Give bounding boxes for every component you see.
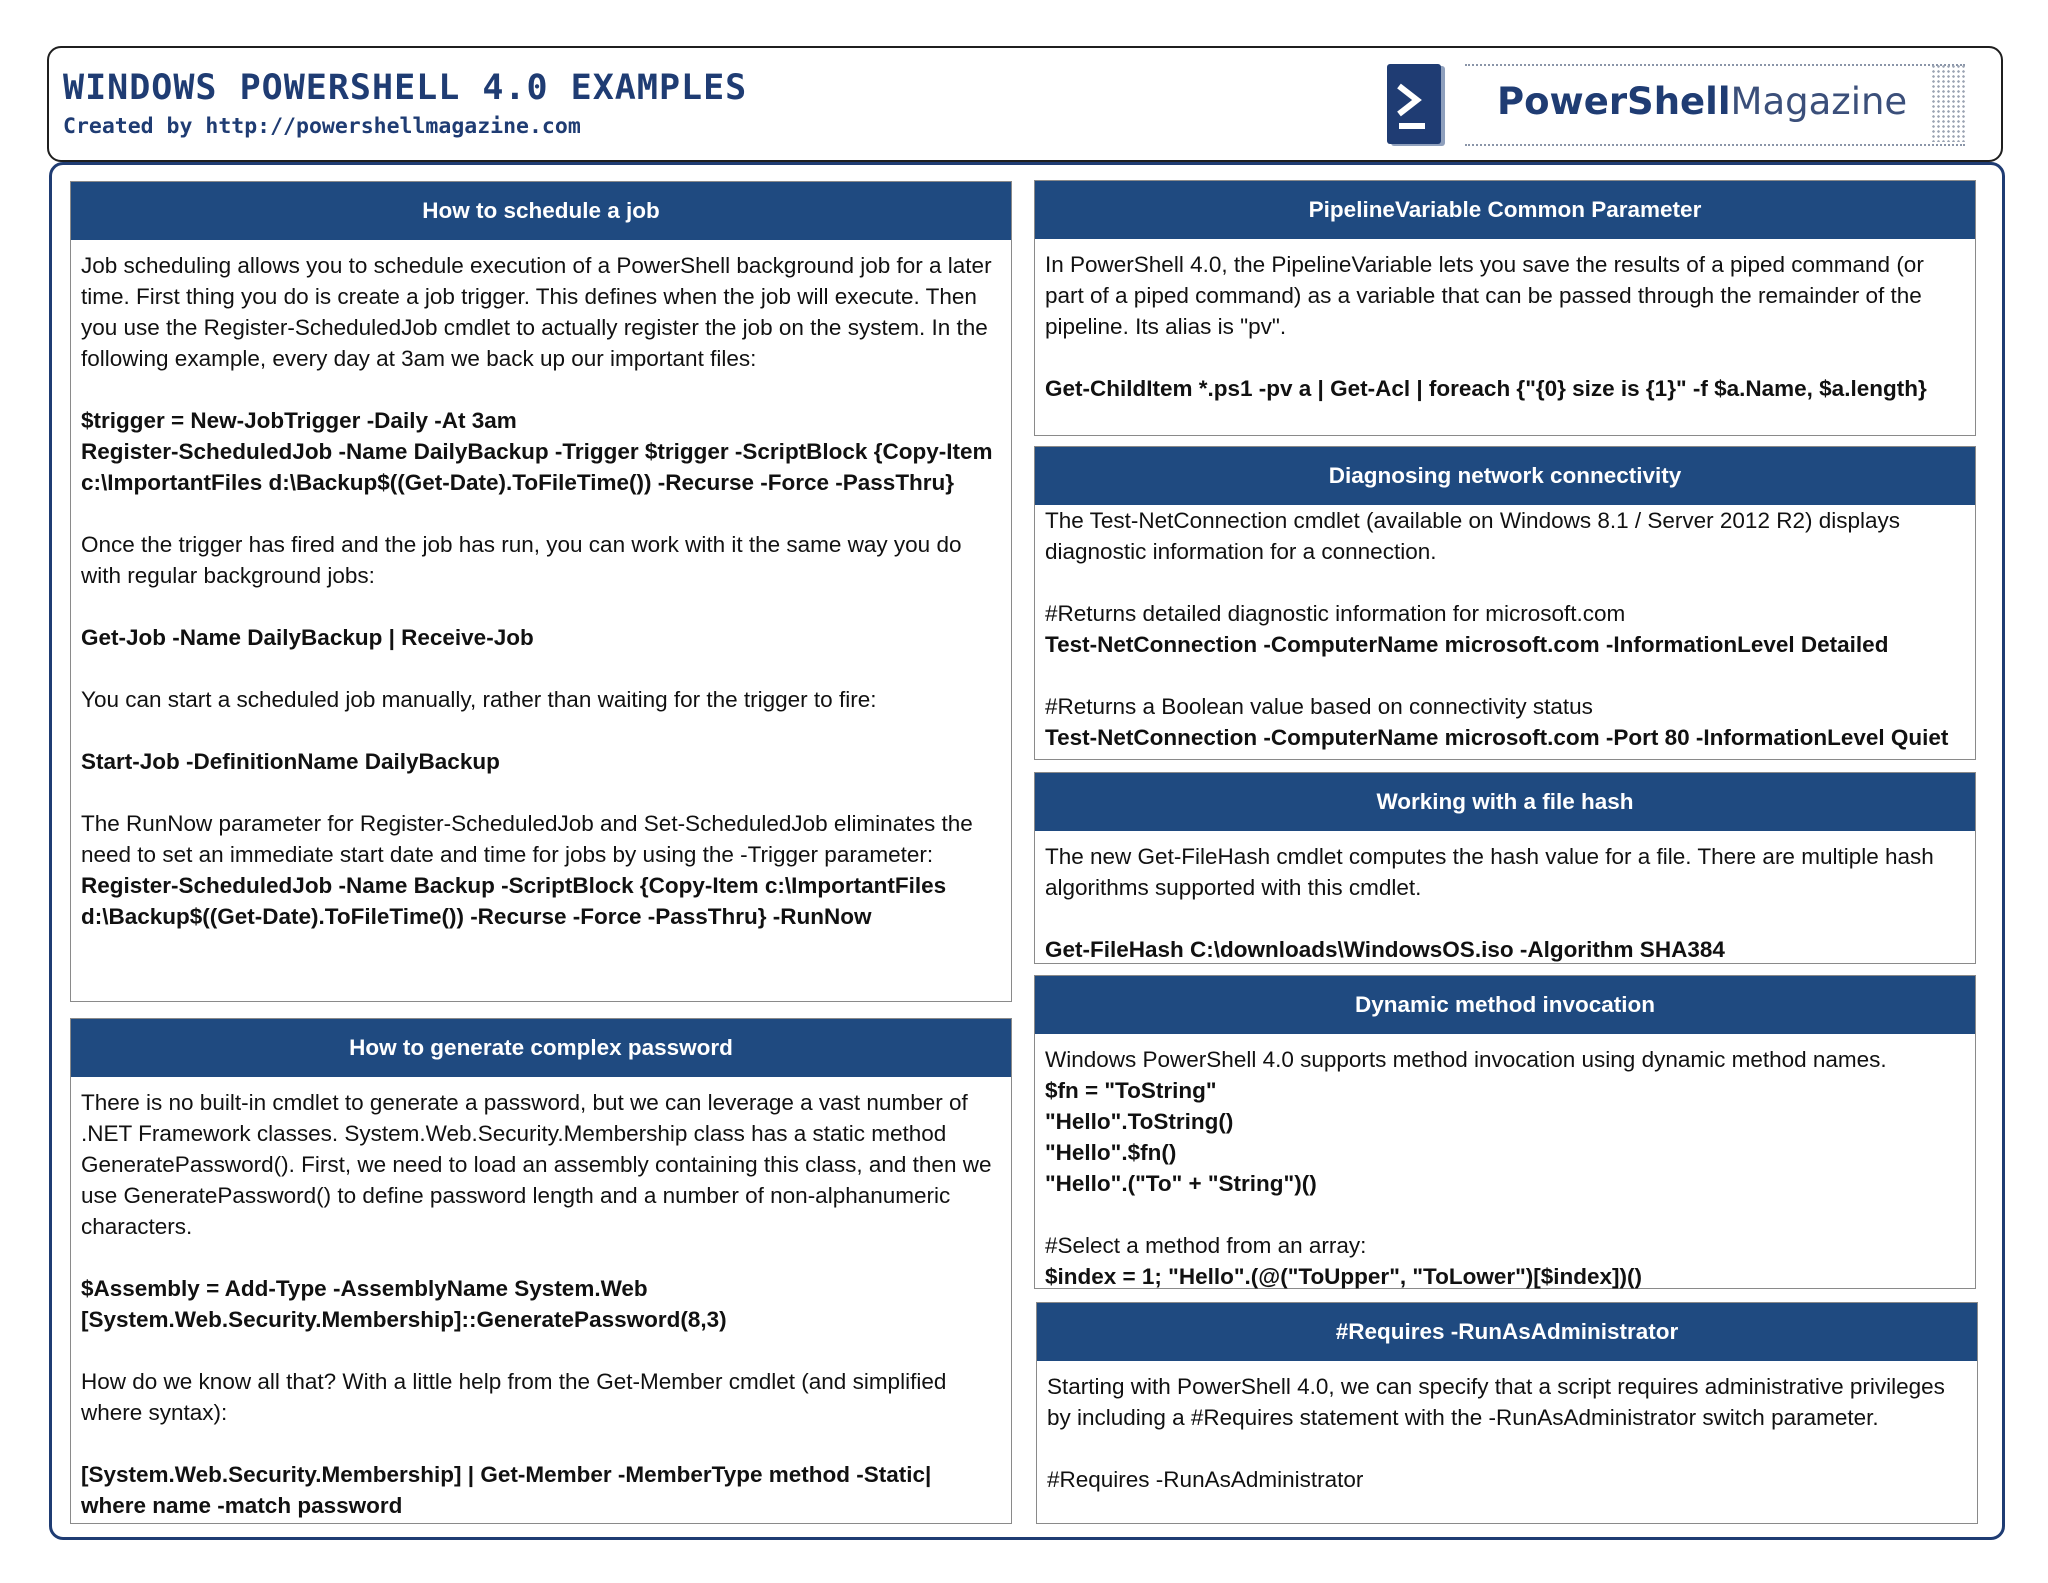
code-line: $trigger = New-JobTrigger -Daily -At 3am xyxy=(81,408,517,433)
panel-title: Working with a file hash xyxy=(1035,773,1975,831)
code-line: #Requires -RunAsAdministrator xyxy=(1047,1467,1364,1492)
panel-title: How to schedule a job xyxy=(71,182,1011,240)
code-line: $fn = "ToString" xyxy=(1045,1078,1217,1103)
powershell-magazine-logo xyxy=(1385,58,1969,152)
page-subtitle: Created by http://powershellmagazine.com xyxy=(63,114,581,139)
code-line: Test-NetConnection -ComputerName microsoft.com -Port 80 -InformationLevel Quiet xyxy=(1045,725,1949,750)
panel-schedule-job xyxy=(70,181,1012,1002)
powershell-prompt-icon xyxy=(1385,64,1449,150)
code-line: $Assembly = Add-Type -AssemblyName System.Web xyxy=(81,1276,648,1301)
panel-body xyxy=(1035,831,1975,965)
logo-dot-grid xyxy=(1931,64,1965,142)
panel-body xyxy=(71,1077,1011,1521)
panel-body xyxy=(1035,505,1975,753)
comment-line: #Returns detailed diagnostic information for microsoft.com xyxy=(1045,601,1626,626)
paragraph: Windows PowerShell 4.0 supports method invocation using dynamic method names. xyxy=(1045,1047,1887,1072)
code-line: "Hello".("To" + "String")() xyxy=(1045,1171,1317,1196)
panel-title: Diagnosing network connectivity xyxy=(1035,447,1975,505)
logo-wordmark-part: PowerShell xyxy=(1497,80,1731,123)
panel-title: PipelineVariable Common Parameter xyxy=(1035,181,1975,239)
code-line: [System.Web.Security.Membership]::GeneratePassword(8,3) xyxy=(81,1307,727,1332)
comment-line: #Returns a Boolean value based on connectivity status xyxy=(1045,694,1593,719)
paragraph: There is no built-in cmdlet to generate a password, but we can leverage a vast number of .NET Framework classes. System.Web.Security.Membership class has a static method GeneratePassword(). First, we need to load an assembly containing this class, and then we use GeneratePassword() to define password length and a number of non-alphanumeric characters. xyxy=(81,1090,992,1239)
logo-wordmark xyxy=(1497,80,1907,123)
panel-body xyxy=(1035,1034,1975,1292)
code-line: Register-ScheduledJob -Name DailyBackup -Trigger $trigger -ScriptBlock {Copy-Item c:\ImportantFiles d:\Backup$((Get-Date).ToFileTime()) -Recurse -Force -PassThru} xyxy=(81,439,993,495)
panel-dynamic-method xyxy=(1034,975,1976,1289)
paragraph: Starting with PowerShell 4.0, we can specify that a script requires administrative privileges by including a #Requires statement with the -RunAsAdministrator switch parameter. xyxy=(1047,1374,1945,1430)
panel-requires-admin xyxy=(1036,1302,1978,1524)
code-line: "Hello".$fn() xyxy=(1045,1140,1177,1165)
logo-wordmark-part: Magazine xyxy=(1730,80,1908,123)
code-line: Test-NetConnection -ComputerName microsoft.com -InformationLevel Detailed xyxy=(1045,632,1889,657)
panel-complex-password xyxy=(70,1018,1012,1524)
code-line: $index = 1; "Hello".(@("ToUpper", "ToLower")[$index])() xyxy=(1045,1264,1643,1289)
comment-line: #Select a method from an array: xyxy=(1045,1233,1367,1258)
panel-body xyxy=(1035,239,1975,404)
paragraph: How do we know all that? With a little help from the Get-Member cmdlet (and simplified where syntax): xyxy=(81,1369,947,1425)
page-header xyxy=(47,46,2003,162)
panel-title: Dynamic method invocation xyxy=(1035,976,1975,1034)
panel-pipeline-variable xyxy=(1034,180,1976,436)
panel-body xyxy=(1037,1361,1977,1495)
code-line: "Hello".ToString() xyxy=(1045,1109,1234,1134)
paragraph: Job scheduling allows you to schedule execution of a PowerShell background job for a later time. First thing you do is create a job trigger. This defines when the job will execute. Then you use the Register-ScheduledJob cmdlet to actually register the job on the system. In the following example, every day at 3am we back up our important files: xyxy=(81,253,992,371)
code-line: Register-ScheduledJob -Name Backup -ScriptBlock {Copy-Item c:\ImportantFiles d:\Backup$((Get-Date).ToFileTime()) -Recurse -Force -PassThru} -RunNow xyxy=(81,873,947,929)
panel-body xyxy=(71,240,1011,932)
code-line: Start-Job -DefinitionName DailyBackup xyxy=(81,749,500,774)
page-title: WINDOWS POWERSHELL 4.0 EXAMPLES xyxy=(63,68,748,108)
panel-file-hash xyxy=(1034,772,1976,964)
paragraph: In PowerShell 4.0, the PipelineVariable lets you save the results of a piped command (or part of a piped command) as a variable that can be passed through the remainder of the pipeline. Its alias is "pv". xyxy=(1045,252,1924,339)
paragraph: The new Get-FileHash cmdlet computes the hash value for a file. There are multiple hash algorithms supported with this cmdlet. xyxy=(1045,844,1934,900)
code-line: [System.Web.Security.Membership] | Get-Member -MemberType method -Static| where name -match password xyxy=(81,1462,932,1518)
code-line: Get-FileHash C:\downloads\WindowsOS.iso -Algorithm SHA384 xyxy=(1045,937,1725,962)
paragraph: The RunNow parameter for Register-ScheduledJob and Set-ScheduledJob eliminates the need to set an immediate start date and time for jobs by using the -Trigger parameter: xyxy=(81,811,973,867)
panel-network-connectivity xyxy=(1034,446,1976,760)
code-line: Get-ChildItem *.ps1 -pv a | Get-Acl | foreach {"{0} size is {1}" -f $a.Name, $a.length} xyxy=(1045,376,1927,401)
panel-title: How to generate complex password xyxy=(71,1019,1011,1077)
paragraph: You can start a scheduled job manually, rather than waiting for the trigger to fire: xyxy=(81,687,877,712)
paragraph: Once the trigger has fired and the job has run, you can work with it the same way you do with regular background jobs: xyxy=(81,532,962,588)
code-line: Get-Job -Name DailyBackup | Receive-Job xyxy=(81,625,534,650)
panel-title: #Requires -RunAsAdministrator xyxy=(1037,1303,1977,1361)
paragraph: The Test-NetConnection cmdlet (available on Windows 8.1 / Server 2012 R2) displays diagnostic information for a connection. xyxy=(1045,508,1900,564)
